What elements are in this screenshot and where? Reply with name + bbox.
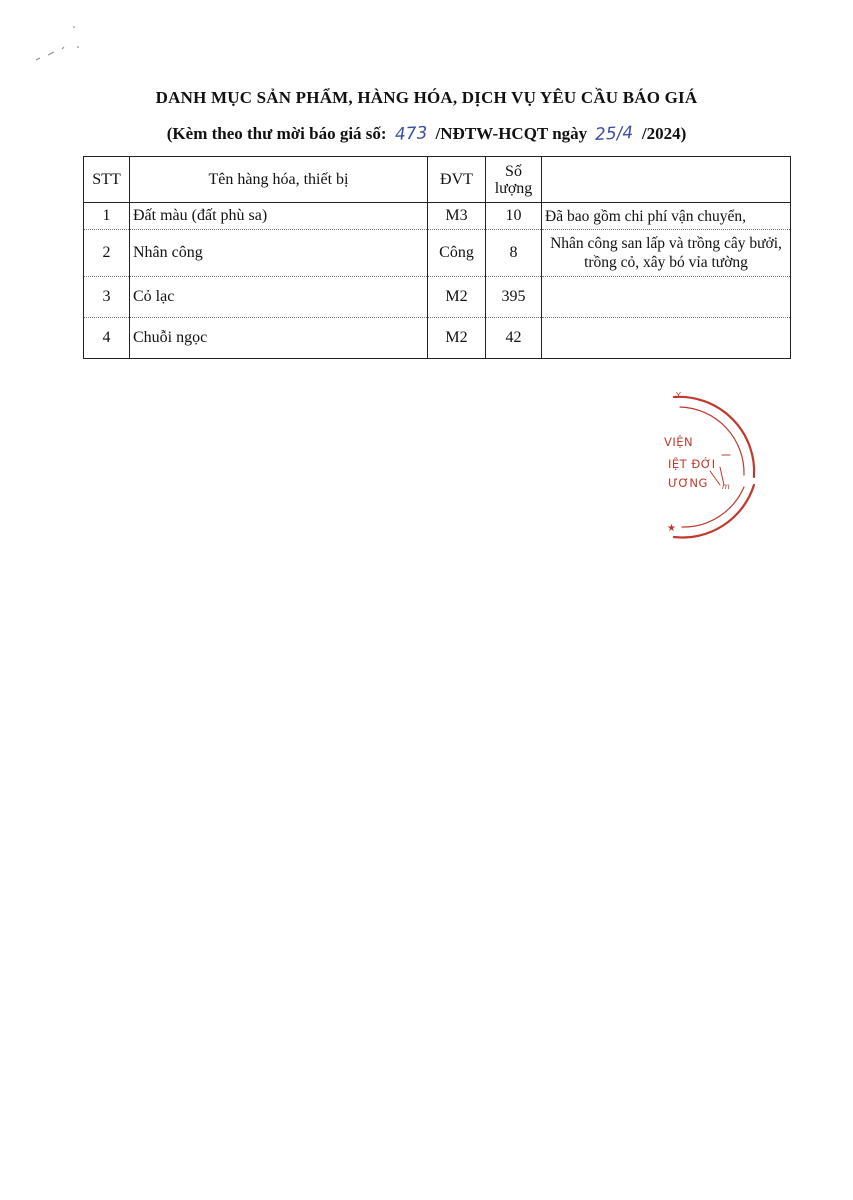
- cell-note: Nhân công san lấp và trồng cây bưởi, trồng cỏ, xây bó vỉa tường: [542, 230, 791, 277]
- svg-text:m: m: [722, 482, 730, 491]
- cell-note: [542, 277, 791, 318]
- subtitle-middle: /NĐTW-HCQT ngày: [435, 124, 588, 143]
- handwritten-letter-number: 473: [394, 123, 428, 145]
- official-red-seal: [612, 385, 762, 545]
- cell-quantity: 42: [486, 318, 542, 359]
- header-unit: ĐVT: [428, 157, 486, 203]
- cell-unit: M2: [428, 318, 486, 359]
- handwritten-letter-date: 25/4: [594, 123, 635, 145]
- cell-unit: Công: [428, 230, 486, 277]
- cell-quantity: 10: [486, 203, 542, 230]
- header-note: [542, 157, 791, 203]
- cell-name: Cỏ lạc: [130, 277, 428, 318]
- header-stt: STT: [84, 157, 130, 203]
- header-quantity-line2: lượng: [494, 179, 533, 197]
- cell-stt: 2: [84, 230, 130, 277]
- cell-stt: 1: [84, 203, 130, 230]
- cell-stt: 4: [84, 318, 130, 359]
- cell-quantity: 395: [486, 277, 542, 318]
- scan-speck-marks: [34, 22, 84, 62]
- cell-quantity: 8: [486, 230, 542, 277]
- header-quantity: [486, 157, 542, 203]
- seal-text-line2: IỆT ĐỚI: [668, 457, 716, 471]
- cell-name: Nhân công: [130, 230, 428, 277]
- cell-name: Đất màu (đất phù sa): [130, 203, 428, 230]
- svg-text:Y: Y: [676, 391, 681, 400]
- cell-stt: 3: [84, 277, 130, 318]
- svg-text:★: ★: [667, 523, 676, 534]
- subtitle-prefix: (Kèm theo thư mời báo giá số:: [166, 124, 387, 143]
- cell-note: [542, 318, 791, 359]
- table-row: [84, 277, 791, 318]
- header-name: Tên hàng hóa, thiết bị: [130, 157, 428, 203]
- table-row: [84, 203, 791, 230]
- document-title: DANH MỤC SẢN PHẨM, HÀNG HÓA, DỊCH VỤ YÊU CẦU BÁO GIÁ: [155, 88, 698, 107]
- seal-text-line3: ƯƠNG: [668, 476, 708, 490]
- cell-name: Chuỗi ngọc: [130, 318, 428, 359]
- table-header-row: [84, 157, 791, 203]
- items-table: [83, 156, 791, 359]
- subtitle-suffix: /2024): [641, 124, 687, 143]
- table-row: [84, 318, 791, 359]
- header-quantity-line1: Số: [505, 162, 522, 180]
- cell-unit: M3: [428, 203, 486, 230]
- seal-text-line1: VIỆN: [664, 435, 694, 449]
- table-row: [84, 230, 791, 277]
- cell-note: Đã bao gồm chi phí vận chuyển,: [542, 203, 791, 230]
- cell-unit: M2: [428, 277, 486, 318]
- document-subtitle: [0, 124, 853, 144]
